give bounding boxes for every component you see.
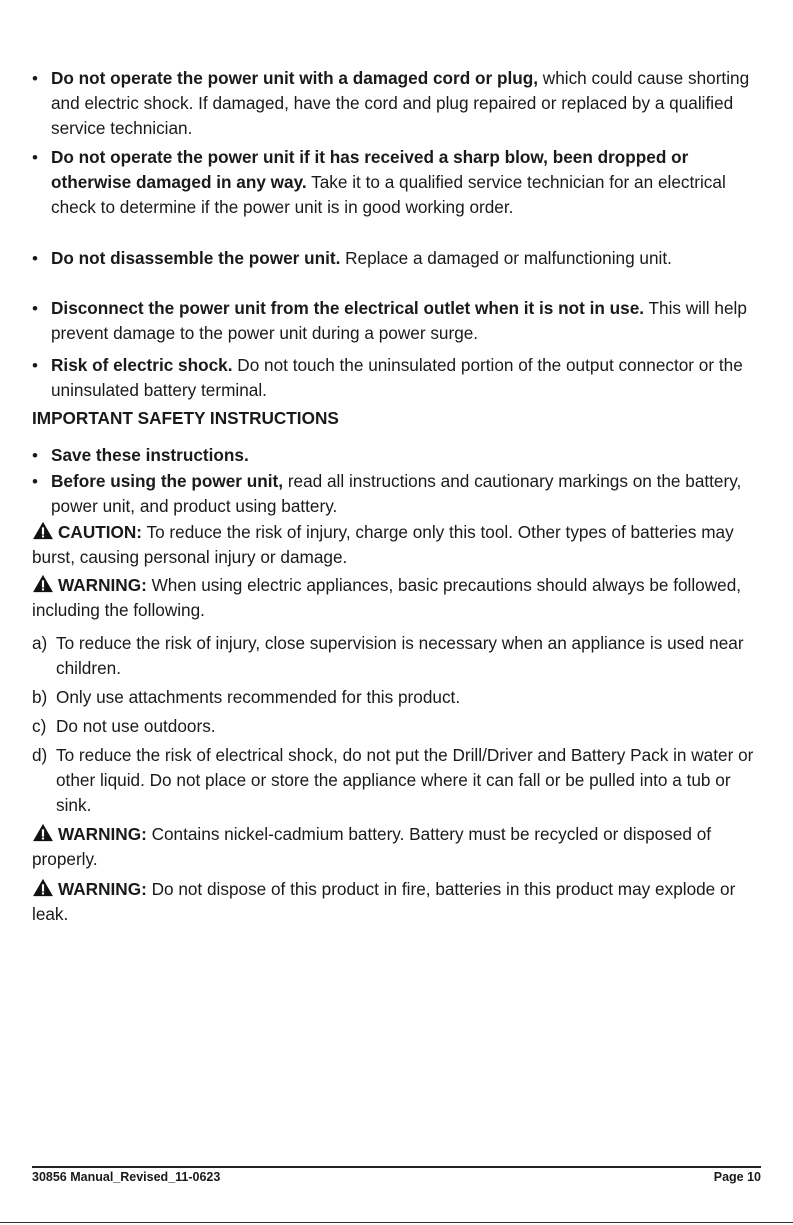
warning-text: Do not dispose of this product in fire, batteries in this product may explode or leak. [32,879,736,924]
list-letter: a) [32,633,48,653]
list-item: Only use attachments recommended for this product. [56,687,461,707]
bullet-text: Replace a damaged or malfunctioning unit. [340,248,672,268]
warning-label: WARNING: [58,879,147,899]
warning-triangle-icon [32,823,54,842]
warning-notice-appliances [32,573,762,623]
bullet-text: This will help prevent damage to the power unit during a power surge. [51,298,747,343]
warning-text: Contains nickel-cadmium battery. Battery must be recycled or disposed of properly. [32,824,712,869]
list-item: To reduce the risk of injury, close supervision is necessary when an appliance is used near children. [56,633,744,678]
bullet-bold: Before using the power unit, [51,471,284,491]
bullet-icon: • [32,446,38,465]
warning-label: WARNING: [58,824,147,844]
bullet-bold: Disconnect the power unit from the electrical outlet when it is not in use. [51,298,645,318]
bullet-item-before-using [51,469,751,519]
warning-triangle-icon [32,574,54,593]
bullet-item-damaged-cord [51,66,751,141]
footer-document-id: 30856 Manual_Revised_11-0623 [32,1170,221,1184]
bullet-icon: • [32,148,38,167]
warning-text: When using electric appliances, basic precautions should always be followed, including the following. [32,575,742,620]
bullet-icon: • [32,472,38,491]
list-letter: b) [32,687,48,707]
bullet-icon: • [32,69,38,88]
caution-notice [32,520,762,570]
bullet-item-disconnect [51,296,751,346]
caution-text: To reduce the risk of injury, charge only this tool. Other types of batteries may burst, causing personal injury or damage. [32,522,734,567]
list-item: To reduce the risk of electrical shock, do not put the Drill/Driver and Battery Pack in water or other liquid. Do not place or store the appliance where it can fall or be pulled into a tub or sink. [56,745,754,815]
footer-page-number: Page 10 [713,1170,761,1184]
warning-label: WARNING: [58,575,147,595]
bullet-icon: • [32,249,38,268]
section-heading: IMPORTANT SAFETY INSTRUCTIONS [32,408,339,428]
bullet-text: Take it to a qualified service technician for an electrical check to determine if the power unit is in good working order. [51,172,726,217]
warning-notice-fire [32,877,762,927]
warning-triangle-icon [32,521,54,540]
bullet-text: Do not touch the uninsulated portion of the output connector or the uninsulated battery terminal. [51,355,743,400]
caution-label: CAUTION: [58,522,143,542]
bullet-text: read all instructions and cautionary markings on the battery, power unit, and product using battery. [51,471,742,516]
list-letter: d) [32,745,48,765]
page-edge [0,1222,793,1223]
bullet-bold: Do not disassemble the power unit. [51,248,341,268]
bullet-icon: • [32,299,38,318]
list-letter: c) [32,716,47,736]
bullet-icon: • [32,356,38,375]
bullet-text: which could cause shorting and electric shock. If damaged, have the cord and plug repaired or replaced by a qualified service technician. [51,68,750,138]
list-item: Do not use outdoors. [56,716,216,736]
footer-divider [32,1166,761,1168]
bullet-item-sharp-blow [51,145,751,220]
bullet-bold: Risk of electric shock. [51,355,233,375]
bullet-bold: Do not operate the power unit if it has received a sharp blow, been dropped or otherwise damaged in any way. [51,147,689,192]
bullet-bold: Do not operate the power unit with a damaged cord or plug, [51,68,538,88]
warning-triangle-icon [32,878,54,897]
bullet-item-electric-shock [51,353,751,403]
bullet-item-save [51,443,751,468]
bullet-item-disassemble [51,246,751,271]
warning-notice-battery [32,822,762,872]
bullet-bold: Save these instructions. [51,445,249,465]
